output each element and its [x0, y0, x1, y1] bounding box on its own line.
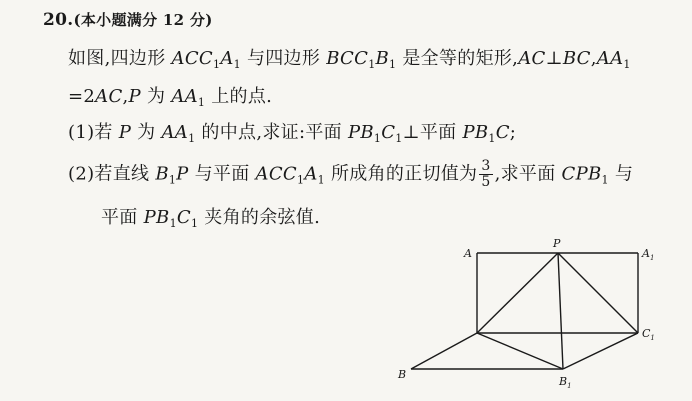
problem-score-note: (本小题满分 12 分) [73, 11, 213, 29]
label-p: P [553, 237, 561, 250]
label-a: A [464, 247, 472, 260]
geometry-figure [392, 236, 664, 396]
part-2: (2)若直线 $B_1P$ 与平面 $ACC_1A_1$ 所成角的正切值为 $\frac{3}{5}$ ,求平面 $CPB_1$ 与 [68, 158, 634, 190]
edge-p-c1 [558, 253, 638, 333]
statement-line-1: 如图,四边形 $ACC_1A_1$ 与四边形 $BCC_1B_1$ 是全等的矩形$,AC\perp BC,AA_1$ [68, 48, 631, 71]
part-2-continued: 平面 $PB_1C_1$ 夹角的余弦值. [101, 207, 321, 230]
statement-line-2: =2AC,P 为 $AA_1$ 上的点. [68, 86, 273, 109]
label-c1: $C_1$ [642, 327, 655, 342]
edge-b-c [411, 333, 477, 369]
problem-number: 20. [43, 10, 74, 30]
fraction-three-fifths: $\frac{3}{5}$ [481, 158, 491, 190]
label-b1: $B_1$ [559, 375, 572, 390]
problem-header [43, 9, 213, 31]
edge-p-b1 [558, 253, 563, 369]
part-1: (1)若 P 为 $AA_1$ 的中点,求证:平面 $PB_1C_1\perp$平面 $PB_1C$; [68, 122, 517, 145]
edge-p-c [477, 253, 558, 333]
edge-c-b1 [477, 333, 563, 369]
label-b: B [398, 368, 407, 381]
label-a1: $A_1$ [642, 247, 655, 262]
edge-b1-c1 [563, 333, 638, 369]
